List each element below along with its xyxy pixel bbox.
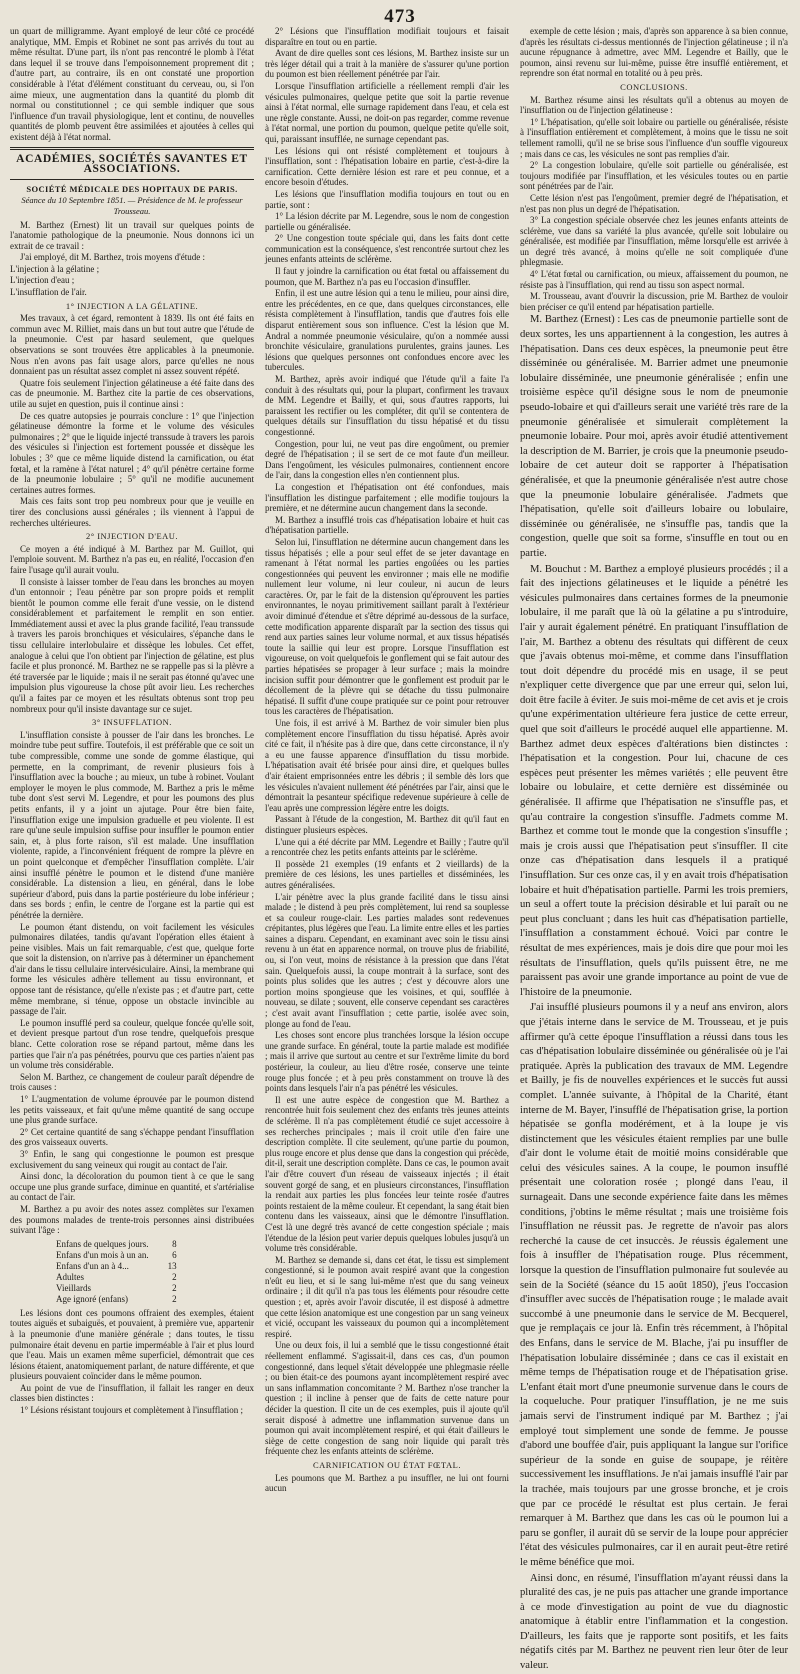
age-count: 6	[172, 1249, 177, 1260]
paragraph: J'ai insufflé plusieurs poumons il y a neuf ans environ, alors que j'étais interne dans le service de M. Trousseau, et je puis affirmer qu'à cette époque l'insufflation a réussi dans tous les cas d'hépatisation lobulaire disséminée ou généralisée où je l'ai pratiquée. Après la publication des travaux de MM. Legendre et Bailly, je fis de nouvelles expériences et le succès fut aussi complet. L'année suivante, à l'hôpital de la Charité, étant interne de M. Bayer, l'insufflé de l'hépatisation grise, la portion hépatisée se gonfla modérément, et à la loupe je vis distinctement que les vésicules étaient remplies par une bulle d'air dont le volume était de moitié moins considérable que celui des vésicules saines. A la coupe, le poumon insufflé présentait une coloration rosée ; plongé dans l'eau, il surnageait. Dans une seconde expérience faite dans les mêmes conditions, j'obtins le même résultat ; mais une troisième fois l'insufflation ne réussit pas. Je regrette de n'avoir pas alors recherché la cause de cet insuccès. Je réussis également une fois à insuffler de l'hépatisation rouge. Plus récemment, lorsque la question de l'insufflation pulmonaire fut soulevée au sein de la Société (séance du 15 août 1850), j'eus l'occasion d'insuffler avec succès de l'hépatisation rouge ; le malade avait succombé à une pneumonie dans le service de M. Becquerel, que je remplaçais ce jour là. Enfin très récemment, à l'hôpital des Enfans, dans le service de M. Blache, j'ai pu insuffler de l'hépatisation lobulaire disséminée ; dans ce cas il existait en même temps de l'hépatisation rouge et de l'hépatisation grise. L'enfant était mort d'une pneumonie survenue dans le cours de la coqueluche. Pour pratiquer l'insufflation, je ne me suis jamais servi de l'instrument indiqué par M. Barthez ; j'ai employé tout simplement une sonde de femme. Je pousse d'abord une bouffée d'air, puis appliquant la langue sur l'orifice supérieur de la sonde en guise de soupape, je réitère successivement les insufflations. Je n'ai jamais insufflé l'air par la trachée, mais toujours par une grosse bronche, et je crois que par ce procédé le résultat est plus certain. Je ferai remarquer à M. Barthez que dans les cas où le poumon lui a paru se gonfler, il aurait dû se servir de la loupe pour apprécier l'état des vésicules pulmonaires, car il en aurait peut-être retiré le même bénéfice que moi.	[520, 1002, 788, 1568]
paragraph: Selon lui, l'insufflation ne détermine aucun changement dans les tissus hépatisés ; elle a pour seul effet de se jeter davantage en ramenant à l'état normal les parties engoûées ou les parties congestionnées qui peuvent les environner ; mais elle ne modifie nullement leur volume, ni leur couleur, ni aucun de leurs caractères. Or, par le fait de la distension qu'éprouvent les parties environnantes, le noyau primitivement saillant paraît à l'extérieur avoir diminué d'étendue et s'être déprimé au-dessous de la surface, cette modification apparente disparaît par la section des tissus qui rend aux parties saines leur volume normal, et aux tissus hépatisés toute la saillie qui leur est propre. Lorsque l'insufflation est vigoureuse, on voit quelquefois le gonflement qui se fait autour des parties hépatisées se propager à leur surface ; mais la moindre incision suffit pour démontrer que le gonflement est produit par le décollement de la plèvre qui se détache du tissu pulmonaire hépatisé. Il suffit d'une coupe pratiquée sur ce point pour retrouver tous les caractères de l'hépatisation.	[265, 536, 509, 717]
paragraph: Les lésions dont ces poumons offraient des exemples, étaient toutes aiguës et subaiguës, et pouvaient, à première vue, appartenir à la pneumonie d'une manière générale ; dans toutes, le tissu pulmonaire était devenu en partie imperméable à l'air et plus lourd que l'eau. Mais un examen même superficiel, démontrait que ces lésions étaient, anatomiquement parlant, de nature différente, et que plusieurs pouvaient coïncider dans le même poumon.	[10, 1307, 254, 1382]
subsection-heading: CONCLUSIONS.	[620, 81, 688, 92]
paragraph: L'une qui a été décrite par MM. Legendre et Bailly ; l'autre qu'il a rencontrée chez les petits enfants atteints par le sclérème.	[265, 836, 509, 858]
age-label: Enfans d'un an à 4...	[56, 1260, 129, 1271]
paragraph: Avant de dire quelles sont ces lésions, M. Barthez insiste sur un très léger détail qui a trait à la manière de s'assurer qu'une portion du poumon est bien réellement pénétrée par l'air.	[265, 48, 509, 80]
subsection-heading: 2° INJECTION D'EAU.	[85, 531, 179, 542]
paragraph: Les lésions qui ont résisté complètement et toujours à l'insufflation, sont : l'hépatisation lobaire en partie, c'est-à-dire la carnification. Cette dernière lésion est rare et peu connue, et a encore besoin d'études.	[265, 145, 509, 188]
paragraph: Ce moyen a été indiqué à M. Barthez par M. Guillot, qui l'emploie souvent. M. Barthez n'a pas eu, en réalité, l'occasion d'en faire l'usage qu'il aurait voulu.	[10, 543, 254, 575]
paragraph: M. Barthez résume ainsi les résultats qu'il a obtenus au moyen de l'insufflation ou de l'injection gélatineuse :	[520, 94, 788, 116]
subsection-heading: CARNIFICATION OU ÉTAT FŒTAL.	[312, 1459, 461, 1470]
list-item: 2° Cet certaine quantité de sang s'échappe pendant l'insufflation des gros vaisseaux ouverts.	[10, 1126, 254, 1148]
column-1	[10, 26, 254, 1416]
paragraph: Au point de vue de l'insufflation, il fallait les ranger en deux classes bien distinctes :	[10, 1382, 254, 1404]
paragraph: Ainsi donc, en résumé, l'insufflation m'ayant réussi dans la pluralité des cas, je ne puis pas attacher une grande importance à ce mode d'investigation au point de vue du diagnostic anatomique à établir entre l'inflammation et la congestion. D'ailleurs, les faits que je rapporte sont positifs, et les faits négatifs cités par M. Barthez ne peuvent rien leur ôter de leur valeur.	[520, 1572, 788, 1672]
age-count: 2	[172, 1271, 177, 1282]
age-count: 2	[172, 1293, 177, 1304]
column-2	[265, 26, 509, 1494]
paragraph: Il est une autre espèce de congestion que M. Barthez a rencontrée huit fois seulement chez des enfants très jeunes atteints de sclérème. Il n'a pas complètement étudié ce sujet accessoire à ses recherches principales ; mais il croit utile d'en faire une description complète. Il cite seulement, qu'une partie du poumon, plus rouge encore et plus dense que dans la congestion qui précède, dit-il, serait une description complète. Dans ce cas, le poumon avait l'air d'être couvert d'un réseau de vaisseaux injectés ; il était souvent gorgé de sang, et en plusieurs circonstances, l'insufflation la rendait aux parties les plus foncées leur teinte rosée d'autres points restaient de la même couleur. Et cependant, la sang était bien contenu dans les vaisseaux, ainsi que le démontre l'insufflation. C'est là une degré très avancé de cette congestion spéciale ; mais l'étendue de la lésion peut varier depuis quelques lobules jusqu'à un volume très considérable.	[265, 1094, 509, 1254]
paragraph: Il faut y joindre la carnification ou état fœtal ou affaissement du poumon, que M. Barthez n'a pas eu l'occasion d'insuffler.	[265, 266, 509, 287]
session-line: Séance du 10 Septembre 1851. — Présidence de M. le professeur Trousseau.	[21, 195, 243, 216]
paragraph: Lorsque l'insufflation artificielle a réellement rempli d'air les vésicules pulmonaires, quelque petite que soit la partie revenue ainsi à l'état normal, elle surnage rapidement dans l'eau, et cela est une règle constante. Aussi, ne doit-on pas regarder, comme revenue à l'état normal, une portion du poumon, quelque petite qu'elle soit, qui, paraissant insufflée, ne surnage cependant pas.	[265, 80, 509, 144]
list-item: 4° L'état fœtal ou carnification, ou mieux, affaissement du poumon, ne résiste pas à l'insufflation, qui rend au tissu son aspect normal.	[520, 269, 788, 290]
age-label: Vieillards	[56, 1282, 91, 1293]
paragraph: Enfin, il est une autre lésion qui a tenu le milieu, pour ainsi dire, entre les précédentes, en ce que, dans quelques circonstances, elle résista complètement à l'insufflation, tandis que d'autres fois elle disparut entièrement sous son influence. C'est la lésion que M. Andral a nommée pneumonie vésiculaire, qu'on a nommée aussi bronchite vésiculaire, granulations purulentes, grains jaunes. Les lésions que quelques personnes ont confondues encore avec les tubercules.	[265, 288, 509, 373]
list-item: 2° La congestion lobulaire, qu'elle soit partielle ou généralisée, est toujours modifiée par l'insufflation, et les vésicules toutes ou en partie sont pénétrées par de l'air.	[520, 160, 788, 192]
paragraph: un quart de milligramme. Ayant employé de leur côté ce procédé analytique, MM. Empis et Robinet ne sont pas arrivés du tout au même résultat. D'une part, ils n'ont pas rencontré le plomb à l'état dans lequel il se trouve dans l'empoisonnement proprement dit ; d'autre part, au contraire, ils en ont constaté une proportion considérable à l'état d'élément constituant du cerveau, ou, si l'on aime mieux, une augmentation dans la quantité du plomb dit normal ou constitutionnel ; ce qui semble indiquer que sous l'influence d'un travail physiologique, lent et continu, de nouvelles quantités de plomb peuvent être assimilées et ajoutées à celles qui existent déjà à l'état normal.	[10, 26, 254, 142]
list-item: 1° L'hépatisation, qu'elle soit lobaire ou partielle ou généralisée, résiste à l'insufflation entièrement et complètement, à moins que le tissu ne soit tellement ramolli, qu'il ne se brise sous l'influence d'un souffle vigoureux ; mais dans ce cas, les vésicules ne sont pas remplies d'air.	[520, 116, 788, 159]
list-item: L'injection à la gélatine ;	[10, 263, 100, 274]
list-item: L'insufflation de l'air.	[10, 287, 87, 298]
paragraph: Il possède 21 exemples (19 enfants et 2 vieillards) de la première de ces lésions, les unes partielles et disséminées, les autres généralisées.	[265, 858, 509, 890]
paragraph: M. Barthez (Ernest) lit un travail sur quelques points de l'anatomie pathologique de la pneumonie. Nous donnons ici un extrait de ce travail :	[10, 219, 254, 251]
paragraph: M. Barthez a pu avoir des notes assez complètes sur l'examen des poumons malades de trente-trois personnes ainsi distribuées suivant l'âge :	[10, 1203, 254, 1236]
paragraph: exemple de cette lésion ; mais, d'après son apparence à sa bien connue, d'après les résultats ci-dessus mentionnés de l'injection gélatineuse ; il n'a aucune répugnance à admettre, avec MM. Legendre et Bailly, que le poumon, ainsi revenu sur lui-même, puisse être insufflé entièrement, et reprendre son état normal en totalité ou à peu près.	[520, 26, 788, 79]
age-label: Age ignoré (enfans)	[56, 1293, 128, 1304]
list-item: 3° Enfin, le sang qui congestionne le poumon est presque exclusivement du sang veineux qui rougit au contact de l'air.	[10, 1148, 254, 1170]
paragraph: Passant à l'étude de la congestion, M. Barthez dit qu'il faut en distinguer plusieurs espèces.	[265, 814, 509, 835]
paragraph: Il consiste à laisser tomber de l'eau dans les bronches au moyen d'un entonnoir ; l'eau pénètre par son propre poids et remplit bientôt le poumon comme elle ferait d'une vessie, on le distend considérablement et parfaitement le remplit en son entier. Immédiatement aussi et avec la plus grande facilité, l'eau transsude à travers les parois bronchiques et vésiculaires, s'épanche dans le tissu cellulaire interlobulaire et dissèque les lobules. Cet effet, analogue à celui que l'on obtient par l'injection de gélatine, est plus facile et plus prononcé. M. Barthez ne se rappelle pas si la plèvre a été traversée par le liquide ; mais il ne serait pas étonné qu'avec une impulsion plus vigoureuse la chose pût avoir lieu. Les recherches qu'il a faites par ce moyen et les résultats obtenus sont trop peu nombreux pour qu'il insiste davantage sur ce sujet.	[10, 576, 254, 714]
paragraph: 1° La lésion décrite par M. Legendre, sous le nom de congestion partielle ou généralisée.	[265, 211, 509, 232]
age-table	[52, 1239, 181, 1305]
paragraph: Selon M. Barthez, ce changement de couleur paraît dépendre de trois causes :	[10, 1071, 254, 1093]
paragraph: M. Barthez (Ernest) : Les cas de pneumonie partielle sont de deux sortes, les uns appartiennent à la congestion, les autres à l'hépatisation. Dans ces deux espèces, la pneumonie peut être disséminée ou généralisée. M. Barrier admet une pneumonie lobulaire disséminée, une pneumonie généralisée ; enfin une troisième espèce qu'il désigne sous le nom de pneumonie pseudo-lobaire et qui d'ailleurs serait une variété très rare de la pneumonie généralisée et simulerait complètement la pneumonie lobaire. Pour moi, après avoir étudié attentivement la description de M. Barrier, je crois que la pneumonie pseudo-lobaire de cet auteur doit se rapporter à l'hépatisation généralisée, et que la pneumonie généralisée n'est autre chose que la pneumonie lobulaire généralisée. J'admets que l'hépatisation, qu'elle soit d'ailleurs lobaire ou lobulaire, disséminée ou généralisée, ne s'insuffle pas, tandis que la congestion, quelle que soit sa forme, s'insuffle en tout ou en partie.	[520, 314, 788, 559]
paragraph: Ainsi donc, la décoloration du poumon tient à ce que le sang occupe une plus grande surface, diminue en quantité, et s'artérialise au contact de l'air.	[10, 1171, 254, 1203]
age-label: Enfans de quelques jours.	[56, 1238, 149, 1249]
age-count: 2	[172, 1282, 177, 1293]
society-name: SOCIÉTÉ MÉDICALE DES HOPITAUX DE PARIS.	[26, 183, 238, 194]
section-title: ACADÉMIES, SOCIÉTÉS SAVANTES ET ASSOCIATIONS.	[16, 152, 248, 176]
paragraph: M. Bouchut : M. Barthez a employé plusieurs procédés ; il a fait des injections gélatineuses et le liquide a pénétré les vésicules pulmonaires dans certaines formes de la pneumonie lobulaire, il me paraît que là où la gélatine a pu s'introduire, l'air y aurait également pénétré. En pratiquant l'insufflation de l'air, M. Barthez a obtenu des résultats qui diffèrent de ceux que j'avais obtenus moi-même, et comme dans l'insufflation tout doit dépendre du procédé mis en usage, il se peut n'expliquer cette divergence que par une erreur qui, selon lui, doit être facile à éviter. Je suis moi-même de cet avis et je crois qu'une expérimentation ultérieure fera justice de cette erreur, quel que soit d'ailleurs le procédé auquel elle appartienne. M. Barthez admet deux espèces d'altérations bien distinctes : l'hépatisation et la congestion. Pour lui, chacune de ces espèces peut présenter les mêmes variétés ; elle peuvent être lobaire ou lobulaire, et cette dernière est disséminée ou généralisée. Il affirme que l'hépatisation ne s'insuffle pas, et qu'au contraire la congestion s'insuffle. J'admets comme M. Barthez et comme tout le monde que la congestion s'insuffle ; mais je crois aussi que l'hépatisation peut s'insuffler. Il cite onze cas d'hépatisation dans lesquels il a pratiqué l'insufflation. Sur ces onze cas, il y en avait trois d'hépatisation lobaire et huit d'hépatisation partielle. Parmi les trois premiers, un seul a offert toute la précision désirable et lui paraît ou ne peut plus concluant ; dans les huit cas d'hépatisation partielle, l'insufflation a constamment échoué. Voici par contre le résultat de mes expériences, mais je dois dire que pour moi les résultats de l'insufflation, quels qu'ils puissent être, ne me paraissent pas avoir une grande importance au point de vue de l'histoire de la pneumonie.	[520, 563, 788, 998]
subsection-heading: 1° INJECTION A LA GÉLATINE.	[65, 300, 199, 311]
table-row	[52, 1272, 181, 1283]
paragraph: Une fois, il est arrivé à M. Barthez de voir simuler bien plus complètement encore l'insufflation du tissu hépatisé. Après avoir cité ce fait, il n'hésite pas à dire que, dans cette circonstance, il n'y a eu une fausse apparence d'insufflation du tissu morbide. L'hépatisation avait été brisée pour ainsi dire, et quelques bulles d'air étaient emprisonnées entre les débris ; il semble dès lors que les vésicules n'avaient nullement été pénétrées par l'air, ainsi que le démontrait la pesanteur spécifique redevenue supérieure à celle de l'eau après une compression légère entre les doigts.	[265, 718, 509, 813]
paragraph: M. Barthez se demande si, dans cet état, le tissu est simplement congestionné, si le poumon avait respiré avant que la congestion n'eût eu lieu, et si le sang lui-même n'est que du sang veineux ordinaire ; il dit qu'il n'a pas tous les éléments pour résoudre cette question ; et, après avoir l'avoir discutée, il est disposé à admettre que cette lésion anatomique est une congestion par un sang veineux et vicié, occupant les vaisseaux du poumon qui a incomplètement respiré.	[265, 1254, 509, 1339]
paragraph: M. Barthez, après avoir indiqué que l'étude qu'il a faite l'a conduit à des résultats qui, pour la plupart, confirment les travaux de MM. Legendre et Bailly, et qui, sous d'autres rapports, lui paraissent les rectifier ou les compléter, dit qu'il se contentera de quelques détails sur l'insufflation du tissu hépatisé et du tissu congestionné.	[265, 374, 509, 437]
paragraph: J'ai employé, dit M. Barthez, trois moyens d'étude :	[20, 252, 205, 263]
age-count: 13	[167, 1260, 177, 1271]
paragraph: 1° Lésions résistant toujours et complètement à l'insufflation ;	[20, 1405, 244, 1416]
paragraph: Les lésions que l'insufflation modifia toujours en tout ou en partie, sont :	[265, 188, 509, 210]
age-count: 8	[172, 1238, 177, 1249]
paragraph: M. Barthez a insufflé trois cas d'hépatisation lobaire et huit cas d'hépatisation partielle.	[265, 514, 509, 536]
page-number: 473	[384, 6, 416, 27]
subsection-heading: 3° INSUFFLATION.	[92, 717, 172, 728]
table-row	[52, 1250, 181, 1261]
paragraph: Cette lésion n'est pas l'engoûment, premier degré de l'hépatisation, et n'est pas non plus un degré de l'hépatisation.	[520, 192, 788, 214]
list-item: L'injection d'eau ;	[10, 275, 75, 286]
table-row	[52, 1239, 181, 1250]
divider	[10, 147, 254, 150]
paragraph: 2° Lésions que l'insufflation modifiait toujours et faisait disparaître en tout ou en partie.	[265, 26, 509, 47]
table-row	[52, 1294, 181, 1305]
paragraph: M. Trousseau, avant d'ouvrir la discussion, prie M. Barthez de vouloir bien préciser ce qu'il entend par hépatisation partielle.	[520, 291, 788, 312]
paragraph: Le poumon insufflé perd sa couleur, quelque foncée qu'elle soit, et devient presque partout d'un rose tendre, quelquefois presque blanc. Cette coloration rose se répand partout, même dans les parties que l'air n'a pas pénétrées, pourvu que ces parties n'aient pas un volume très considérable.	[10, 1017, 254, 1071]
age-label: Enfans d'un mois à un an.	[56, 1249, 149, 1260]
divider	[10, 179, 254, 180]
paragraph: L'air pénètre avec la plus grande facilité dans le tissu ainsi malade ; le distend à peu près complètement, lui rend sa souplesse et sa couleur rouge-clair. Les parties malades sont redevenues crépitantes, plus légères que l'eau. La limite entre elles et les parties saines a disparu. Cependant, en examinant avec soin le tissu ainsi revenu à un état en apparence normal, on trouve plus de friabilité, ou, si l'on veut, moins de résistance à la pression que dans l'état sain. Quelquefois aussi, la coupe montrait à la surface, sont des points plus solides que les autres ; c'est y découvre alors une portion moins spongieuse que les voisines, et qui, soufflée à nouveau, se dilate ; souvent, elle conserve cependant ses caractères ; c'est avait avant l'insufflation ; cette partie, isolée avec soin, plonge au fond de l'eau.	[265, 891, 509, 1029]
paragraph: 2° Une congestion toute spéciale qui, dans les faits dont cette communication est la conséquence, s'est rencontrée surtout chez les jeunes enfants atteints de sclérème.	[265, 233, 509, 265]
paragraph: La congestion et l'hépatisation ont été confondues, mais l'insufflation les distingue parfaitement ; elle modifie toujours la première, et ne détermine aucun changement dans la seconde.	[265, 481, 509, 514]
paragraph: De ces quatre autopsies je pourrais conclure : 1° que l'injection gélatineuse démontre la forme et le volume des vésicules pulmonaires ; 2° que le liquide injecté transsude à travers les parois des vésicules si l'injection est fortement poussée et dissèque les lobules ; 3° que ce même liquide distend la carnification, ou état fœtal, et la ramène à l'état naturel ; 4° qu'il pénètre certaine forme de la pneumonie lobulaire ; 5° qu'il ne modifie aucunement certaines autres formes.	[10, 410, 254, 495]
paragraph: Les poumons que M. Barthez a pu insuffler, ne lui ont fourni aucun	[265, 1472, 509, 1494]
column-3	[520, 26, 788, 1672]
age-label: Adultes	[56, 1271, 84, 1282]
paragraph: Une ou deux fois, il lui a semblé que le tissu congestionné était réellement enflammé. S'agissait-il, dans ces cas, d'un poumon congestionné, dans lequel s'était développée une phlegmasie réelle ; ou bien était-ce des poumons ayant incomplètement respiré avec un sans inflammation concomitante ? M. Barthez n'ose trancher la question ; il incline à penser que de faits de cette nature pour décider la question. Il cite un de ces exemples, puis il ajoute qu'il serait disposé à admettre une inflammation survenue dans un poumon qui avait incomplètement respiré, et qui était d'ailleurs le siège de cette congestion de sang noir liquide qui paraît très fréquente chez les enfants atteints de sclérème.	[265, 1340, 509, 1457]
paragraph: L'insufflation consiste à pousser de l'air dans les bronches. Le moindre tube peut suffire. Toutefois, il est préférable que ce soit un tube compressible, comme une sonde de gomme élastique, qui permette, en la comprimant, de revenir plusieurs fois à l'insufflation avec la bouche ; au mieux, un tube à robinet. Voulant employer le moyen le plus commode, M. Barthez a pris le même tube dont s'est servi M. Legendre, et pour les poumons des plus petits enfants, il y a joint un ajutage. Pour être bien faite, l'insufflation exige une impulsion graduelle et peu violente. Il est rare qu'une seule impulsion suffise pour insuffler le poumon entier sain, et, à plus forte raison, s'il est malade. Une insufflation violente, rapide, a l'inconvénient fréquent de rompre la plèvre en un point quelconque et d'empêcher l'insufflation complète. L'air ainsi insufflé pénètre le poumon et le distend d'une manière considérable. La distension a lieu, en général, dans le lobe supérieur d'abord, puis dans la partie postérieure du lobe inférieur ; dans ses bords ; enfin, le centre de l'organe est la partie qui est pénétrée la dernière.	[10, 729, 254, 920]
paragraph: Mais ces faits sont trop peu nombreux pour que je veuille en tirer des conclusions aussi générales ; ils viennent à l'appui de recherches ultérieures.	[10, 496, 254, 528]
paragraph: Le poumon étant distendu, on voit facilement les vésicules pulmonaires dilatées, tandis qu'avant l'opération elles étaient à peine visibles. Mais un fait remarquable, c'est que, quelque forte que soit la distension, on n'arrive pas à déterminer un épanchement d'air dans le tissu cellulaire intervésiculaire. Ainsi, la membrane qui forme les vésicules adhère tellement au tissu environnant, et oppose tant de résistance, qu'elle n'existe pas ; et d'autre part, cette même membrane, si ténue, oppose un obstacle invincible au passage de l'air.	[10, 921, 254, 1017]
table-row	[52, 1283, 181, 1294]
paragraph: Congestion, pour lui, ne veut pas dire engoûment, ou premier degré de l'hépatisation ; il se sert de ce mot faute d'un meilleur. Dans l'engoûment, les vésicules pulmonaires, contiennent encore de l'air, dans la congestion elles n'en contiennent plus.	[265, 438, 509, 481]
list-item: 1° L'augmentation de volume éprouvée par le poumon distend les petits vaisseaux, et fait qu'une même quantité de sang occupe une plus grande surface.	[10, 1094, 254, 1126]
list-item: 3° La congestion spéciale observée chez les jeunes enfants atteints de sclérème, vue dans sa variété la plus avancée, qu'elle soit lobulaire ou généralisée, est modifiée par l'insufflation, même lorsqu'elle est arrivée à un degré très avancé, à moins qu'elle ne soit compliquée d'une phlegmasie.	[520, 215, 788, 268]
paragraph: Quatre fois seulement l'injection gélatineuse a été faite dans des cas de pneumonie. M. Barthez cite la partie de ces observations, utile au sujet en question, puis il continue ainsi :	[10, 377, 254, 409]
table-row	[52, 1261, 181, 1272]
paragraph: Mes travaux, à cet égard, remontent à 1839. Ils ont été faits en commun avec M. Rilliet, mais dans un but tout autre que l'étude de la pneumonie. C'est par hasard seulement, que quelques observations se sont trouvées être applicables à la pneumonie. Nous n'en avons pas fait usage alors, parce qu'elles ne nous donnaient pas un résultat assez complet ni assez souvent répété.	[10, 313, 254, 377]
paragraph: Les choses sont encore plus tranchées lorsque la lésion occupe une grande surface. En général, toute la partie malade est modifiée ; mais il arrive que surtout au centre et sur l'extrême limite du bord postérieur, la couleur, au lieu d'être rosée, conserve une teinte rouge plus foncée ; et à peu près constamment on trouve là des points dans lesquels l'air n'a pas pénétré les vésicules.	[265, 1030, 509, 1094]
